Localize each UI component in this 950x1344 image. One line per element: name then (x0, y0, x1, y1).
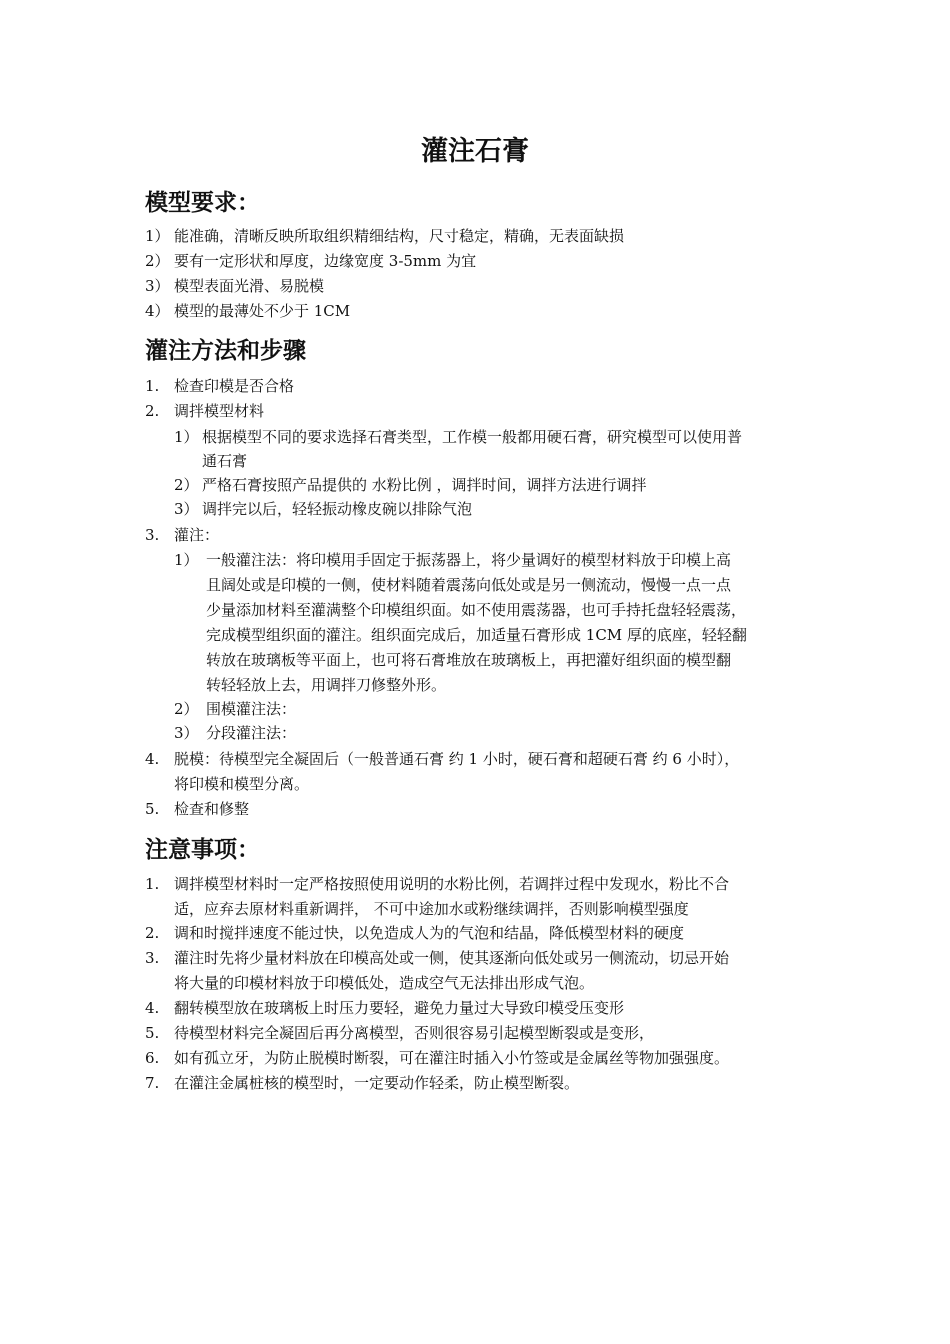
list-text: 如有孤立牙，为防止脱模时断裂，可在灌注时插入小竹签或是金属丝等物加强强度。 (174, 1049, 730, 1067)
list-number: 3. (145, 526, 160, 544)
sub-list-text: 完成模型组织面的灌注。组织面完成后，加适量石膏形成 1CM 厚的底座，轻轻翻 (206, 626, 747, 644)
list-number: 1. (145, 377, 160, 395)
list-number: 2） (145, 252, 170, 270)
list-number: 6. (145, 1049, 160, 1067)
list-number: 2. (145, 924, 160, 942)
list-text: 将印模和模型分离。 (174, 775, 310, 793)
list-text: 要有一定形状和厚度，边缘宽度 3-5mm 为宜 (174, 252, 477, 270)
list-number: 7. (145, 1074, 160, 1092)
sub-list-text: 转轻轻放上去，用调拌刀修整外形。 (206, 676, 447, 694)
list-number: 3） (145, 277, 170, 295)
list-text: 适，应弃去原材料重新调拌， 不可中途加水或粉继续调拌，否则影响模型强度 (174, 900, 689, 918)
list-text: 待模型材料完全凝固后再分离模型，否则很容易引起模型断裂或是变形， (174, 1024, 655, 1042)
sub-list-text: 围模灌注法： (206, 700, 297, 718)
sub-list-text: 根据模型不同的要求选择石膏类型，工作模一般都用硬石膏，研究模型可以使用普 (202, 428, 743, 446)
list-text: 灌注： (174, 526, 220, 544)
sub-list-text: 调拌完以后，轻轻振动橡皮碗以排除气泡 (202, 500, 473, 518)
list-number: 1. (145, 875, 160, 893)
list-text: 模型表面光滑、易脱模 (174, 277, 325, 295)
list-number: 4） (145, 302, 170, 320)
list-text: 检查印模是否合格 (174, 377, 295, 395)
list-number: 3. (145, 949, 160, 967)
section-heading-precautions: 注意事项： (145, 837, 260, 863)
list-text: 将大量的印模材料放于印模低处，造成空气无法排出形成气泡。 (174, 974, 595, 992)
sub-list-text: 分段灌注法： (206, 724, 297, 742)
sub-list-text: 通石膏 (202, 452, 248, 470)
list-text: 脱模：待模型完全凝固后（一般普通石膏 约 1 小时，硬石膏和超硬石膏 约 6 小时）， (174, 750, 740, 768)
sub-list-number: 3） (174, 500, 199, 518)
list-text: 检查和修整 (174, 800, 250, 818)
list-text: 能准确，清晰反映所取组织精细结构，尺寸稳定，精确，无表面缺损 (174, 227, 625, 245)
sub-list-number: 1） (174, 551, 199, 569)
list-text: 调拌模型材料 (174, 402, 265, 420)
sub-list-number: 3） (174, 724, 199, 742)
list-number: 5. (145, 1024, 160, 1042)
list-number: 4. (145, 750, 160, 768)
sub-list-text: 转放在玻璃板等平面上，也可将石膏堆放在玻璃板上，再把灌好组织面的模型翻 (206, 651, 732, 669)
list-text: 模型的最薄处不少于 1CM (174, 302, 351, 320)
section-heading-pouring-steps: 灌注方法和步骤 (145, 338, 306, 364)
list-text: 在灌注金属桩核的模型时，一定要动作轻柔，防止模型断裂。 (174, 1074, 580, 1092)
list-number: 1） (145, 227, 170, 245)
list-text: 调和时搅拌速度不能过快，以免造成人为的气泡和结晶，降低模型材料的硬度 (174, 924, 685, 942)
list-number: 5. (145, 800, 160, 818)
list-text: 翻转模型放在玻璃板上时压力要轻，避免力量过大导致印模受压变形 (174, 999, 625, 1017)
sub-list-number: 1） (174, 428, 199, 446)
list-number: 2. (145, 402, 160, 420)
sub-list-text: 且阔处或是印模的一侧，使材料随着震荡向低处或是另一侧流动，慢慢一点一点 (206, 576, 732, 594)
sub-list-number: 2） (174, 476, 199, 494)
sub-list-text: 少量添加材料至灌满整个印模组织面。如不使用震荡器，也可手持托盘轻轻震荡， (206, 601, 747, 619)
list-number: 4. (145, 999, 160, 1017)
list-text: 灌注时先将少量材料放在印模高处或一侧，使其逐渐向低处或另一侧流动，切忌开始 (174, 949, 730, 967)
sub-list-text: 严格石膏按照产品提供的 水粉比例 ，调拌时间，调拌方法进行调拌 (202, 476, 647, 494)
list-text: 调拌模型材料时一定严格按照使用说明的水粉比例，若调拌过程中发现水，粉比不合 (174, 875, 730, 893)
sub-list-number: 2） (174, 700, 199, 718)
page-title: 灌注石膏 (421, 136, 529, 167)
section-heading-model-requirements: 模型要求： (145, 190, 260, 216)
sub-list-text: 一般灌注法：将印模用手固定于振荡器上，将少量调好的模型材料放于印模上高 (206, 551, 732, 569)
